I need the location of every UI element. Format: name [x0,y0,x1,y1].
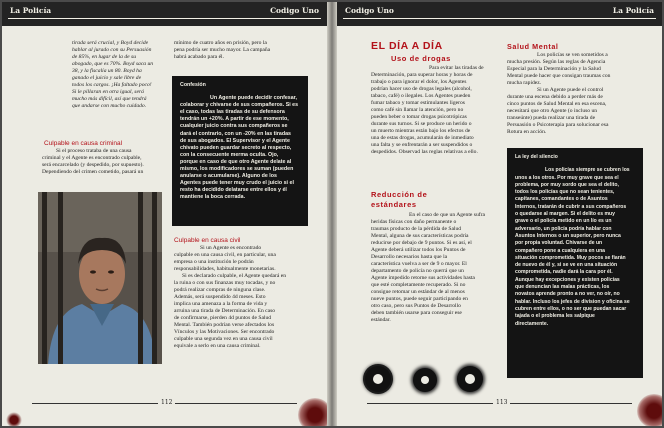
blood-splatter-decoration [6,412,22,426]
left-page [2,2,327,426]
civil-guilt-heading: Culpable en causa civil [174,237,241,244]
standards-text: En el caso de que un Agente sufra heridas físicas con daño permanente o traumas producto de la pérdida de Salud Mental, alguna de sus características podría reducirse por debajo de 9 puntos. Si es así, el Agente deberá utilizar todos los Puntos de Desarrollo necesarios hasta que la característica vuelva a ser de 9 o mayor. El departamento de policía no querrá que un Agente impedido retorne sus actividades hasta que esté completamente recuperado. Si no consigue retomar un estándar de al menos nueve puntos, puede seguir participando en otro caso, pero sus Puntos de Desarrollo deben también usarse para conseguir ese estándar. [371,212,485,323]
header-rule [8,18,321,19]
criminal-guilt-heading: Culpable en causa criminal [44,140,123,147]
left-header-title: La Policía [10,6,52,15]
standards-heading-line1: Reducción de [371,190,428,199]
right-page-header [337,2,662,26]
right-page [337,2,662,426]
law-of-silence-box: La ley del silencio Los policías siempre se cubren los unos a los otros. Por muy grave que sea el problema, por muy sordo que sea el delito, todos los policías que no sean tenientes, capitanes, comandantes o de Asuntos Internos, tratarán de cubrir a sus compañeros o quedarse al margen. Si el delito es muy grave o el policía metido en un lío es un adversario, un policía podría hablar con Asuntos Internos o un superior, pero nunca por propia voluntad. Chivarse de un compañero pone a cualquiera en una situación comprometida. Muy pocos se fiarán de nuevo de él y, si se ve en una situación comprometida, nadie dará la cara por él. Aunque hay excepciones y existen policías que denuncian las malas prácticas, los novatos aprende pronto a no ver, no oír, no hablar. Incluso los jefes de division y oficina se cubren entre ellos, o no ser que puedan sacar tajada o el problema les salpique directamente. [507,148,643,378]
bullet-hole-center [373,374,383,384]
civil-guilt-text: Si un Agente es encontrado culpable en una causa civil, en particular, una empresa o una institución le podrán responsabilidades, habitualmente monetarias. Si es declarado culpable, el Agente quedará en la ruina o con sus finanzas muy tocadas, y no podrá realizar compras de ninguna clase. Además, será suspendido 4d meses. Esto implica una amenaza a la forma de vida y arruina una tirada de Determinación. En caso de confirmarse, pierden 4d puntos de Salud Mental. También podrían verse afectados los Vínculos y las Motivaciones. Ser encontrado culpable una segunda vez en una causa civil equivale a serlo en una causa criminal. [174,245,287,349]
mental-health-heading: Salud Mental [507,42,559,51]
drugs-text: Para evitar las tiradas de Determinación, para superar horas y horas de trabajo o para ignorar el dolor, los Agentes podrían hacer uso de drogas legales (alcohol, tabaco, café) o ilegales. Los Agentes pueden fumar tabaco y tomar estimulantes ligeros como café sin llamar la atención, pero no pueden beber o tomar drogas psicotrópicas durante sus turnos. Si se produce un herido o un muerto mientras están bajo los efectos de una de estas drogas, acumularán de inmediato una falta y se enfrentarán a ser suspendidos o despedidos. Observad las reglas relativas a ello. [371,65,484,155]
section-title: EL DÍA A DÍA [371,40,443,52]
policeman-photo [38,192,162,364]
mental-health-text: Los policías se ven sometidos a mucha presión. Según las reglas de Agencia Especial para la Determinación y la Salud Mental puede hacer que consigan traumas con mucha rapidez. Si un Agente puede el control durante una escena debido a perder más de cinco puntos de Salud Mental en esa escena, necesitará que otro Agente (o incluso un transeúnte) pueda realizar una tirada de Persuasión o Psicoterapia para solucionar esa Rotura en acción. [507,52,611,135]
criminal-guilt-continued: mínimo de cuatro años en prisión, pero la pena podría ser mucho mayor. La campaña habrá acabado para él. [174,40,271,60]
right-header-book-title: Codigo Uno [345,6,394,15]
bullet-hole-center [465,374,475,384]
header-rule [343,18,656,19]
example-text: tirada será crucial, y Boyd decide hablar al jurado con su Persuasión de 85%, en lugar de la de su abogado, que es 70%. Boyd saca un 38, y la fiscalía un 80. Boyd ha ganado el juicio y sale libre de todos los cargos. ¡Ha faltado poco! Si le pillaran en otra igual, será mucho más difícil, así que tendrá que andarse con mucho cuidado. [72,40,154,109]
standards-heading-line2: estándares [371,200,417,209]
right-header-title: La Policía [612,6,654,15]
page-number: 113 [493,399,510,406]
bullet-hole-center [421,376,429,384]
confession-box-title: Confesión [180,82,206,88]
page-number: 112 [158,399,175,406]
left-page-header [2,2,327,26]
book-gutter [327,2,337,426]
drugs-heading: Uso de drogas [391,54,451,63]
left-header-book-title: Codigo Uno [270,6,319,15]
confession-box: Confesión Un Agente puede decidir confesar, colaborar y chivarse de sus compañeros. Si es el caso, todas las tiradas de su defensora tendrán un +20%. A partir de ese momento, cualquier juicio contra sus compañeros se dará el contrario, con un -20% en las tiradas de sus abogados. El Supervisor y el Agente chivato pueden guardar secreto al respecto, con la consecuente merma oculta. Ojo, porque en caso de que otro Agente delate al mismo, los modificadores se suman (pueden anularse o acumularse). Alguno de los Agentes puede tener muy crudo el juicio si el resto ha decidido delatarse entre ellos y él mantiene la boca cerrada. [172,76,308,226]
criminal-guilt-text: Si el proceso trataba de una causa criminal y el Agente es encontrado culpable, será encarcelado (y despedido, por supuesto). Dependiendo del crimen cometido, pasará un [42,148,144,175]
blood-splatter-decoration [298,398,327,426]
law-of-silence-title: La ley del silencio [515,154,558,160]
blood-splatter-decoration [637,394,662,426]
